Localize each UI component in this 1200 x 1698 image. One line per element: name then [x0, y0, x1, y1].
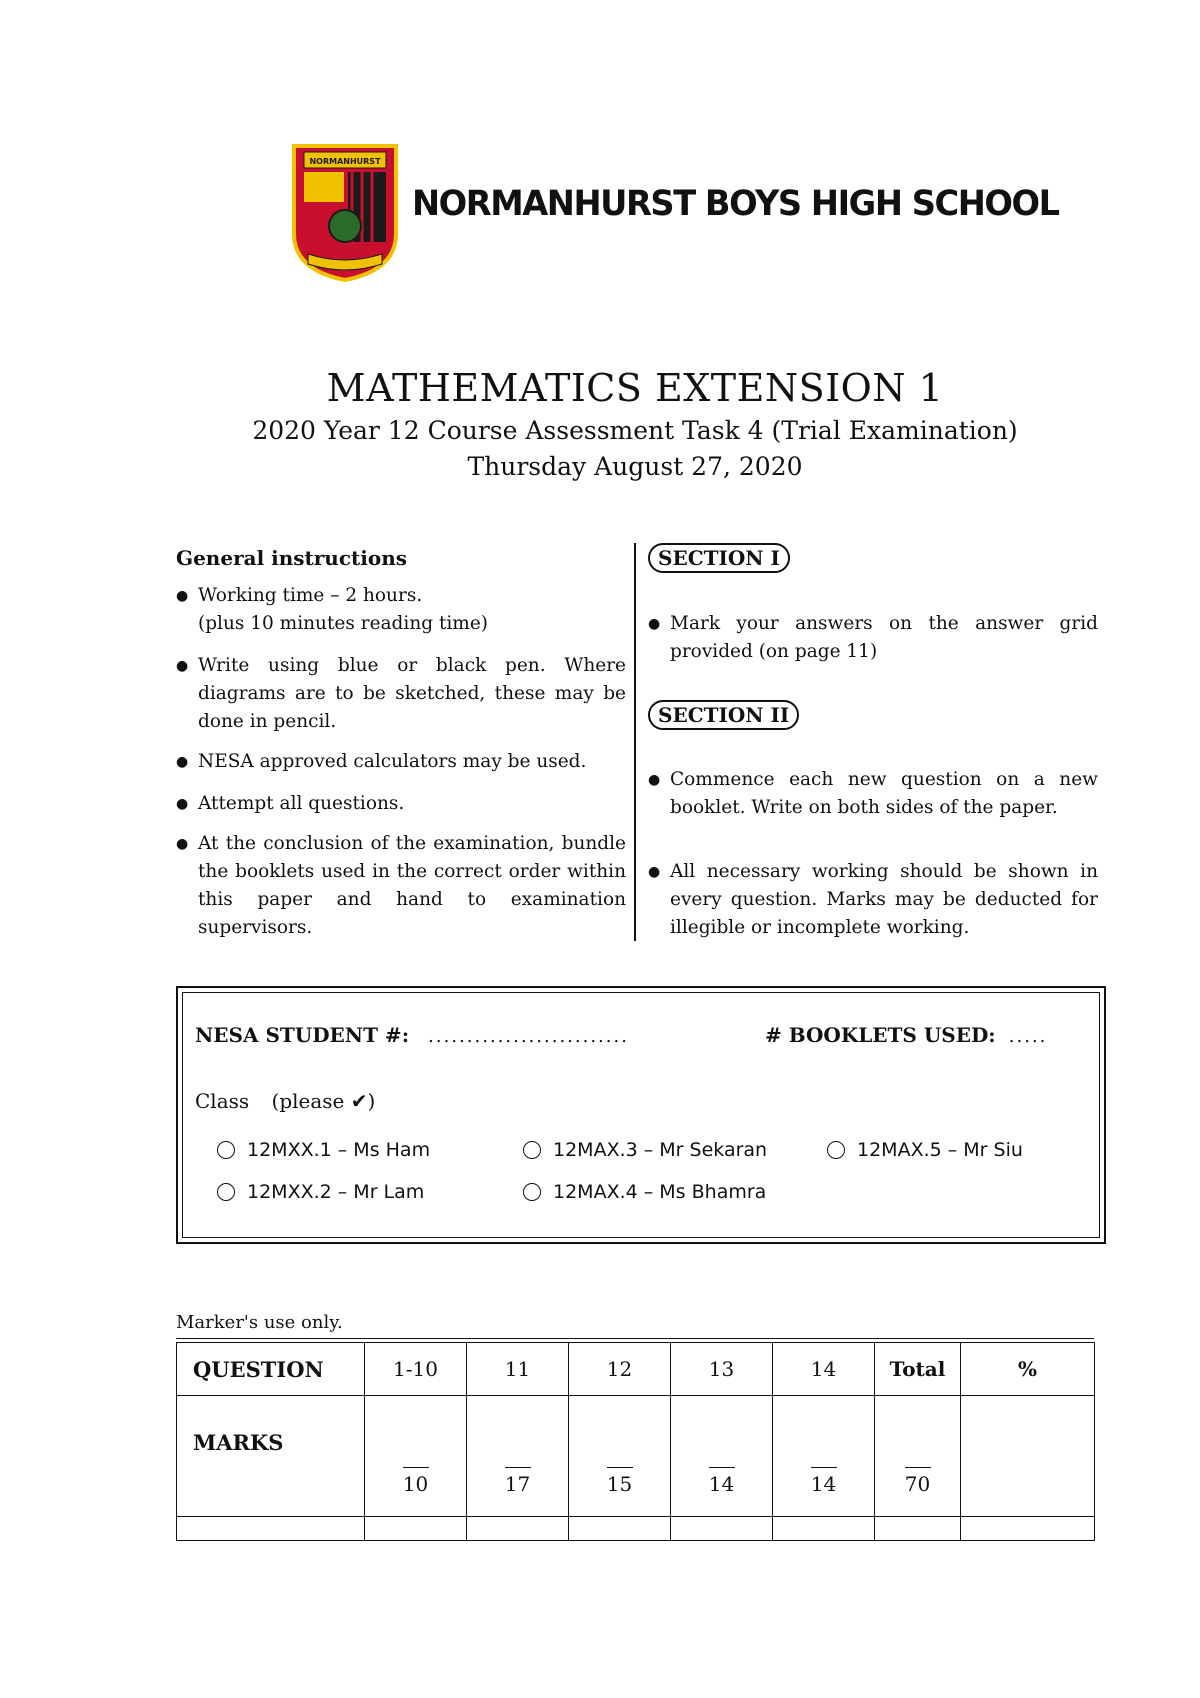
school-crest-logo	[290, 142, 400, 282]
list-item: ● Attempt all questions.	[176, 790, 626, 818]
marks-cell[interactable]: 14	[773, 1396, 875, 1541]
radio-icon[interactable]	[827, 1141, 845, 1159]
class-option-12mxx1[interactable]: 12MXX.1 – Ms Ham	[217, 1139, 430, 1161]
list-item: ● All necessary working should be shown in every question. Marks may be deducted for illegible or incomplete working.	[648, 858, 1098, 942]
school-name: NORMANHURST BOYS HIGH SCHOOL	[412, 184, 1059, 224]
class-hint: (please ✔)	[271, 1089, 376, 1113]
exam-date: Thursday August 27, 2020	[467, 452, 803, 481]
table-cell: 1-10	[365, 1343, 467, 1396]
list-item: ● Commence each new question on a new booklet. Write on both sides of the paper.	[648, 766, 1098, 822]
section-two-badge: SECTION II	[648, 700, 799, 730]
table-cell: 11	[467, 1343, 569, 1396]
marker-bottom-rule	[176, 1516, 1094, 1517]
bullet-icon: ●	[176, 836, 189, 852]
bullet-icon: ●	[176, 754, 189, 770]
list-item: ● At the conclusion of the examination, bundle the booklets used in the correct order within this paper and hand to examination supervisors.	[176, 830, 626, 942]
radio-icon[interactable]	[523, 1141, 541, 1159]
crest-text: NORMANHURST	[309, 157, 381, 166]
exam-subtitle: 2020 Year 12 Course Assessment Task 4 (Trial Examination)	[252, 416, 1018, 445]
table-cell: Total	[875, 1343, 961, 1396]
bullet-icon: ●	[176, 658, 189, 674]
list-item: ● Write using blue or black pen. Where diagrams are to be sketched, these may be done in pencil.	[176, 652, 626, 736]
class-row	[195, 1089, 375, 1113]
bullet-icon: ●	[648, 616, 661, 632]
marks-cell[interactable]: 15	[569, 1396, 671, 1541]
marks-cell[interactable]: 17	[467, 1396, 569, 1541]
list-item: ● Mark your answers on the answer grid provided (on page 11)	[648, 610, 1098, 666]
radio-icon[interactable]	[217, 1183, 235, 1201]
table-cell: 12	[569, 1343, 671, 1396]
student-number-row	[195, 1023, 629, 1047]
list-item: ● NESA approved calculators may be used.	[176, 748, 626, 776]
marks-cell[interactable]: 14	[671, 1396, 773, 1541]
percent-cell[interactable]	[961, 1396, 1095, 1541]
marker-table	[176, 1342, 1095, 1541]
table-row	[177, 1343, 1095, 1396]
marker-top-rule	[176, 1338, 1094, 1339]
table-row	[177, 1396, 1095, 1541]
section-one-badge: SECTION I	[648, 543, 790, 573]
class-option-12max3[interactable]: 12MAX.3 – Mr Sekaran	[523, 1139, 767, 1161]
list-item: ● Working time – 2 hours.	[176, 582, 626, 610]
table-cell: 14	[773, 1343, 875, 1396]
exam-title: MATHEMATICS EXTENSION 1	[326, 366, 944, 410]
class-option-12mxx2[interactable]: 12MXX.2 – Mr Lam	[217, 1181, 424, 1203]
bullet-icon: ●	[176, 588, 189, 604]
table-cell: %	[961, 1343, 1095, 1396]
radio-icon[interactable]	[217, 1141, 235, 1159]
student-number-field[interactable]: ..........................	[428, 1026, 629, 1047]
bullet-icon: ●	[176, 796, 189, 812]
marks-header: MARKS	[177, 1396, 365, 1541]
marks-cell[interactable]: 10	[365, 1396, 467, 1541]
class-option-12max5[interactable]: 12MAX.5 – Mr Siu	[827, 1139, 1023, 1161]
radio-icon[interactable]	[523, 1183, 541, 1201]
booklets-used-label: # BOOKLETS USED:	[765, 1023, 996, 1047]
class-label: Class	[195, 1089, 250, 1113]
column-divider	[634, 543, 636, 941]
bullet-icon: ●	[648, 772, 661, 788]
instructions-heading: General instructions	[176, 546, 407, 570]
list-item-continuation: (plus 10 minutes reading time)	[198, 613, 489, 634]
booklets-used-row	[765, 1023, 1047, 1047]
table-cell: 13	[671, 1343, 773, 1396]
question-header: QUESTION	[177, 1343, 365, 1396]
student-number-label: NESA STUDENT #:	[195, 1023, 410, 1047]
bullet-icon: ●	[648, 864, 661, 880]
student-details-box	[176, 986, 1106, 1244]
class-option-12max4[interactable]: 12MAX.4 – Ms Bhamra	[523, 1181, 766, 1203]
booklets-used-field[interactable]: .....	[1008, 1026, 1048, 1047]
marks-cell[interactable]: 70	[875, 1396, 961, 1541]
marker-use-label: Marker's use only.	[176, 1312, 343, 1333]
